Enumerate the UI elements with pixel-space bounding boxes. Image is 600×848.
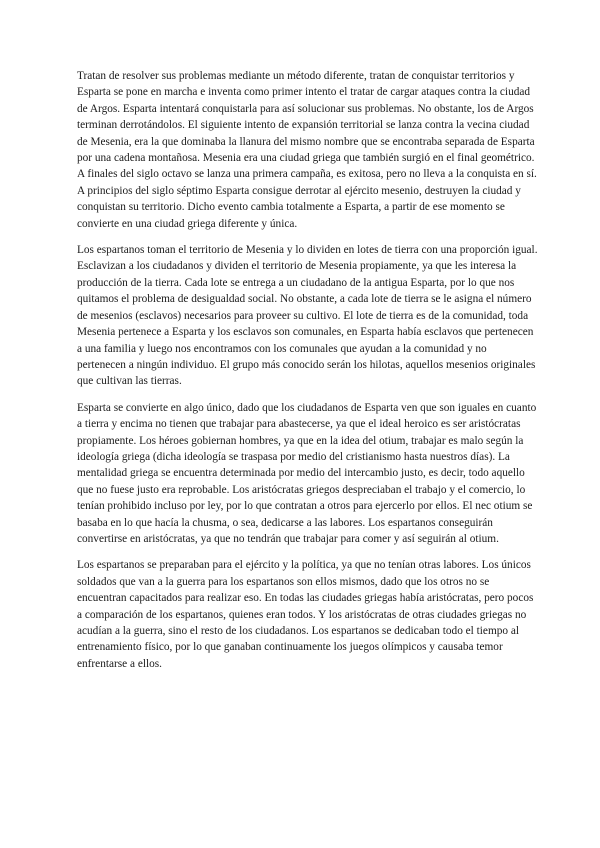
document-body xyxy=(77,68,538,682)
paragraph-3: Esparta se convierte en algo único, dado que los ciudadanos de Esparta ven que son iguales en cuanto a tierra y encima no tienen que trabajar para abastecerse, ya que el ideal heroico es ser aristócratas propiamente. Los héroes gobiernan hombres, ya que en la idea del otium, trabajar es malo según la ideología griega (dicha ideología se traspasa por medio del cristianismo hasta nuestros días). La mentalidad griega se encuentra determinada por medio del intercambio justo, es decir, todo aquello que no fuese justo era reprobable. Los aristócratas griegos despreciaban el trabajo y el comercio, lo tenían prohibido incluso por ley, por lo que contratan a otros para ejercerlo por ellos. El nec otium se basaba en lo que hacía la chusma, o sea, dedicarse a las labores. Los espartanos conseguirán convertirse en aristócratas, ya que no tendrán que trabajar para comer y así seguirán al otium. xyxy=(77,401,537,545)
paragraph-2: Los espartanos toman el territorio de Mesenia y lo dividen en lotes de tierra con una proporción igual. Esclavizan a los ciudadanos y dividen el territorio de Mesenia propiamente, ya que les interesa la producción de la tierra. Cada lote se entrega a un ciudadano de la antigua Esparta, por lo que nos quitamos el problema de desigualdad social. No obstante, a cada lote de tierra se le asigna el número de mesenios (esclavos) necesarios para proveer su cultivo. El lote de tierra es de la comunidad, toda Mesenia pertenece a Esparta y los esclavos son comunales, en Esparta había esclavos que pertenecen a una familia y luego nos encontramos con los comunales que ayudan a la comunidad y no pertenecen a ningún individuo. El grupo más conocido serán los hilotas, aquellos mesenios originales que cultivan las tierras. xyxy=(77,244,538,388)
paragraph-4: Los espartanos se preparaban para el ejército y la política, ya que no tenían otras labores. Los únicos soldados que van a la guerra para los espartanos son ellos mismos, dado que los otros no se encuentran capacitados para realizar eso. En todas las ciudades griegas había aristócratas, pero pocos a comparación de los espartanos, quienes eran todos. Y los aristócratas de otras ciudades griegas no acudían a la guerra, sino el resto de los ciudadanos. Los espartanos se dedicaban todo el tiempo al entrenamiento físico, por lo que ganaban continuamente los juegos olímpicos y causaba temor enfrentarse a ellos. xyxy=(77,559,534,670)
paragraph-1: Tratan de resolver sus problemas mediante un método diferente, tratan de conquistar territorios y Esparta se pone en marcha e inventa como primer intento el tratar de cargar ataques contra la ciudad de Argos. Esparta intentará conquistarla para así solucionar sus problemas. No obstante, los de Argos terminan derrotándolos. El siguiente intento de expansión territorial se lanza contra la vecina ciudad de Mesenia, era la que dominaba la llanura del mismo nombre que se encontraba separada de Esparta por una cadena montañosa. Mesenia era una ciudad griega que también surgió en el final geométrico. A finales del siglo octavo se lanza una primera campaña, es exitosa, pero no lleva a la conquista en sí. A principios del siglo séptimo Esparta consigue derrotar al ejército mesenio, destruyen la ciudad y conquistan su territorio. Dicho evento cambia totalmente a Esparta, a partir de ese momento se convierte en una ciudad griega diferente y única. xyxy=(77,70,537,230)
